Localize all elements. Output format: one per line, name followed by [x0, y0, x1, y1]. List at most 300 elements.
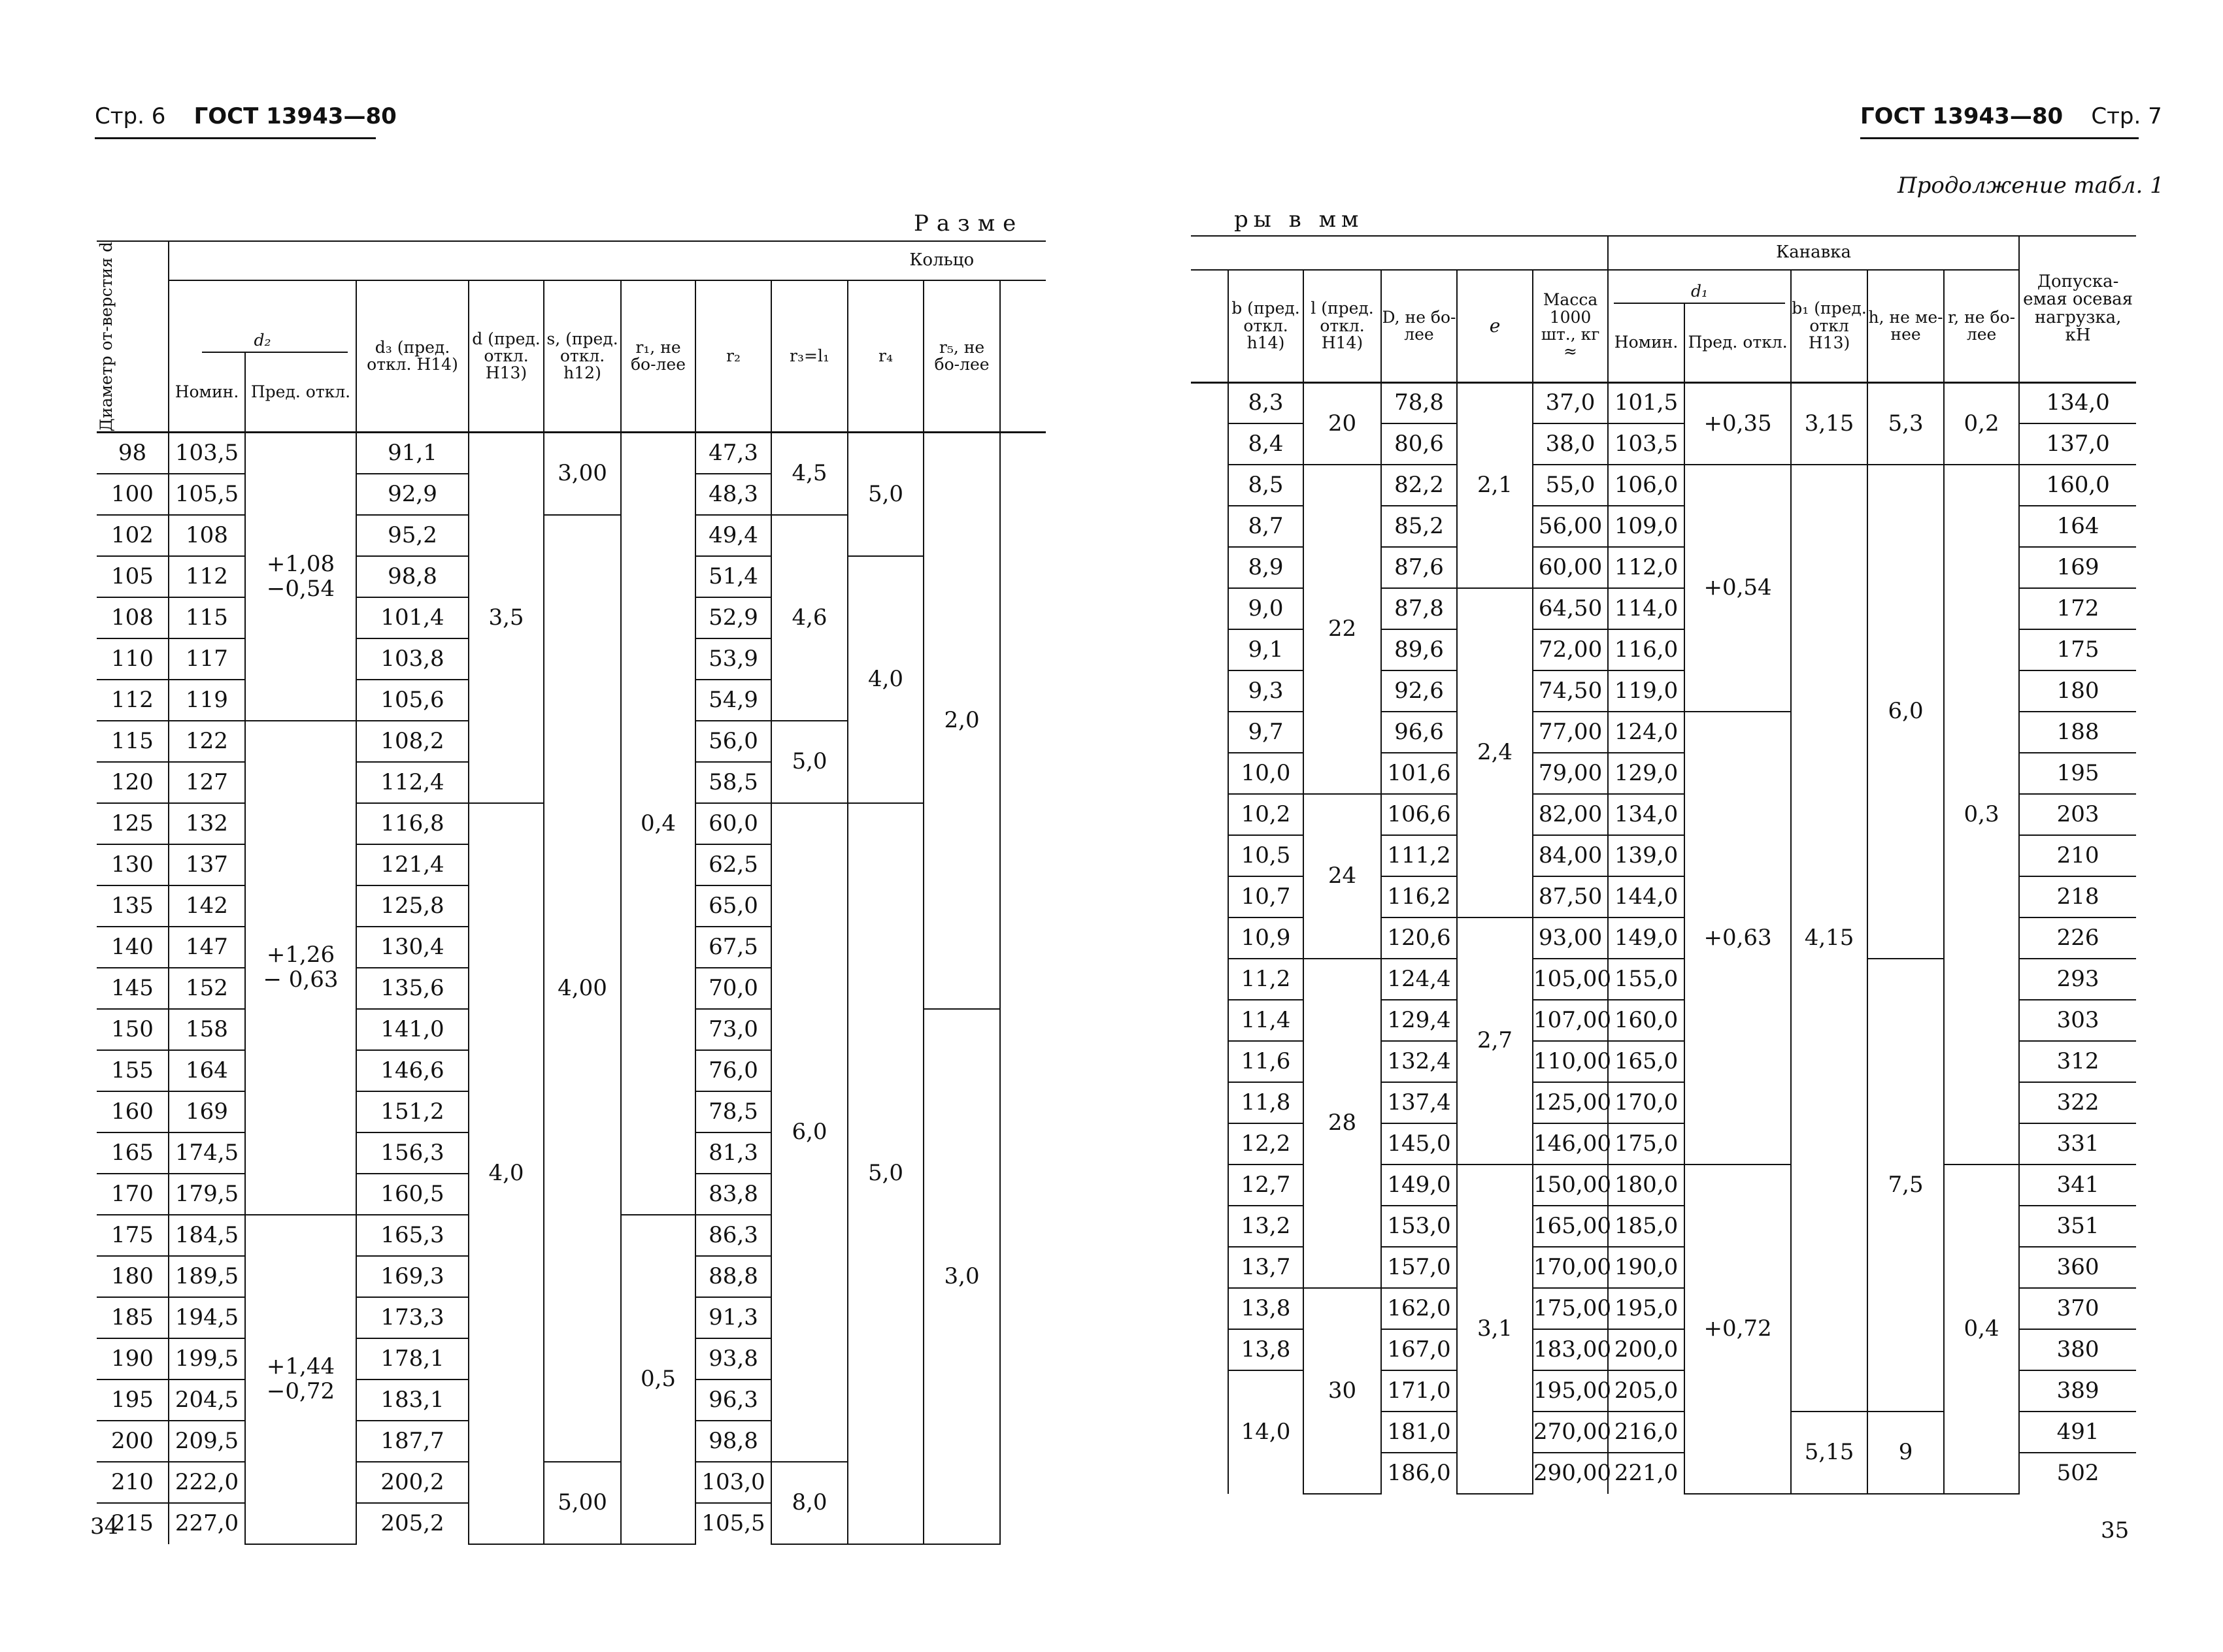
cell-r2: 73,0: [695, 1009, 771, 1050]
cell-l: 24: [1303, 794, 1381, 959]
right-title-fragment: ры в мм: [1234, 206, 1364, 233]
col-d-header: d (пред. откл. H13): [469, 280, 544, 433]
cell-load: 188: [2019, 712, 2136, 753]
cell-d2-nom: 209,5: [169, 1421, 245, 1462]
cell-d3: 205,2: [356, 1503, 469, 1544]
cell-d: 3,5: [469, 433, 544, 803]
cell-d3: 105,6: [356, 680, 469, 721]
right-header-rule: [1860, 137, 2139, 139]
cell-r2: 70,0: [695, 968, 771, 1009]
cell-D: 132,4: [1381, 1041, 1457, 1082]
cell-D: 101,6: [1381, 753, 1457, 794]
cell-l: 20: [1303, 382, 1381, 465]
cell-b: 11,6: [1228, 1041, 1303, 1082]
cell-diameter: 115: [97, 721, 169, 762]
cell-mass: 270,00: [1533, 1412, 1608, 1453]
cell-b: 9,0: [1228, 588, 1303, 629]
cell-d2-nom: 108: [169, 515, 245, 556]
cell-d1-nom: 221,0: [1608, 1453, 1684, 1494]
cell-s: 5,00: [544, 1462, 621, 1544]
cell-d2-nom: 227,0: [169, 1503, 245, 1544]
cell-d1-nom: 165,0: [1608, 1041, 1684, 1082]
cell-load: 303: [2019, 1000, 2136, 1041]
cell-b1: 5,15: [1791, 1412, 1867, 1494]
cell-load: 175: [2019, 629, 2136, 670]
cell-r2: 51,4: [695, 556, 771, 597]
cell-load: 331: [2019, 1123, 2136, 1165]
table-row: [1191, 465, 2136, 506]
cell-load: 180: [2019, 670, 2136, 712]
cell-d2-nom: 204,5: [169, 1379, 245, 1421]
cell-load: 380: [2019, 1329, 2136, 1370]
cell-mass: 165,00: [1533, 1206, 1608, 1247]
cell-d3: 95,2: [356, 515, 469, 556]
cell-diameter: 185: [97, 1297, 169, 1338]
cell-d3: 103,8: [356, 638, 469, 680]
cell-D: 145,0: [1381, 1123, 1457, 1165]
cell-b: 13,8: [1228, 1288, 1303, 1329]
cell-d3: 125,8: [356, 885, 469, 927]
col-s-header: s, (пред. откл. h12): [544, 280, 621, 433]
cell-pad: [1000, 433, 1046, 1544]
cell-r2: 53,9: [695, 638, 771, 680]
cell-load: 502: [2019, 1453, 2136, 1494]
cell-b: 10,7: [1228, 876, 1303, 917]
cell-load: 293: [2019, 959, 2136, 1000]
cell-D: 129,4: [1381, 1000, 1457, 1041]
cell-r5: 2,0: [924, 433, 1000, 1009]
cell-b: 9,3: [1228, 670, 1303, 712]
cell-D: 111,2: [1381, 835, 1457, 876]
cell-load: 164: [2019, 506, 2136, 547]
cell-r2: 58,5: [695, 762, 771, 803]
cell-d2-nom: 174,5: [169, 1132, 245, 1174]
cell-b: 9,1: [1228, 629, 1303, 670]
cell-D: 157,0: [1381, 1247, 1457, 1288]
cell-b: 8,5: [1228, 465, 1303, 506]
cell-d1-nom: 109,0: [1608, 506, 1684, 547]
cell-D: 137,4: [1381, 1082, 1457, 1123]
cell-r3: 6,0: [771, 803, 848, 1462]
cell-d2-nom: 184,5: [169, 1215, 245, 1256]
cell-r2: 81,3: [695, 1132, 771, 1174]
cell-diameter: 160: [97, 1091, 169, 1132]
cell-d3: 121,4: [356, 844, 469, 885]
cell-b1: 4,15: [1791, 465, 1867, 1412]
table-row: [1191, 382, 2136, 423]
cell-diameter: 125: [97, 803, 169, 844]
cell-mass: 55,0: [1533, 465, 1608, 506]
cell-r2: 105,5: [695, 1503, 771, 1544]
cell-d2-nom: 117: [169, 638, 245, 680]
cell-b: 8,4: [1228, 423, 1303, 465]
cell-d3: 173,3: [356, 1297, 469, 1338]
cell-d1-nom: 119,0: [1608, 670, 1684, 712]
cell-b: 10,9: [1228, 917, 1303, 959]
cell-diameter: 155: [97, 1050, 169, 1091]
cell-b: 11,2: [1228, 959, 1303, 1000]
cell-load: 172: [2019, 588, 2136, 629]
cell-r1: 0,5: [621, 1215, 695, 1544]
table-row: [97, 433, 1046, 474]
col-mass-header: Масса 1000 шт., кг ≈: [1533, 270, 1608, 382]
col-ring-header: Кольцо: [169, 241, 1000, 280]
cell-r4: 5,0: [848, 433, 924, 556]
cell-r: 0,4: [1944, 1165, 2019, 1494]
cell-d3: 183,1: [356, 1379, 469, 1421]
cell-d1-nom: 112,0: [1608, 547, 1684, 588]
cell-d1-nom: 134,0: [1608, 794, 1684, 835]
col-d1-header: d₁: [1608, 270, 1791, 304]
cell-diameter: 170: [97, 1174, 169, 1215]
cell-diameter: 195: [97, 1379, 169, 1421]
cell-l: 22: [1303, 465, 1381, 794]
right-page-number: 35: [2101, 1517, 2130, 1544]
cell-diameter: 102: [97, 515, 169, 556]
cell-d2-nom: 127: [169, 762, 245, 803]
cell-d2-tol: +1,44 −0,72: [245, 1215, 356, 1544]
cell-load: 160,0: [2019, 465, 2136, 506]
cell-mass: 87,50: [1533, 876, 1608, 917]
cell-mass: 74,50: [1533, 670, 1608, 712]
cell-load: 137,0: [2019, 423, 2136, 465]
cell-b: 8,7: [1228, 506, 1303, 547]
cell-diameter: 175: [97, 1215, 169, 1256]
cell-d3: 92,9: [356, 474, 469, 515]
cell-d1-nom: 216,0: [1608, 1412, 1684, 1453]
cell-d: 4,0: [469, 803, 544, 1544]
cell-pad: [1191, 382, 1228, 1494]
cell-D: 153,0: [1381, 1206, 1457, 1247]
cell-d1-tol: +0,72: [1684, 1165, 1791, 1494]
cell-b: 11,4: [1228, 1000, 1303, 1041]
cell-b: 10,5: [1228, 835, 1303, 876]
cell-mass: 38,0: [1533, 423, 1608, 465]
cell-e: 2,7: [1457, 917, 1533, 1165]
cell-d2-nom: 152: [169, 968, 245, 1009]
cell-d1-nom: 139,0: [1608, 835, 1684, 876]
cell-D: 162,0: [1381, 1288, 1457, 1329]
cell-d3: 156,3: [356, 1132, 469, 1174]
cell-mass: 64,50: [1533, 588, 1608, 629]
cell-r4: 4,0: [848, 556, 924, 803]
cell-diameter: 150: [97, 1009, 169, 1050]
cell-d2-nom: 112: [169, 556, 245, 597]
cell-load: 389: [2019, 1370, 2136, 1412]
right-page-header: [1860, 103, 2162, 129]
cell-r2: 62,5: [695, 844, 771, 885]
cell-d1-nom: 185,0: [1608, 1206, 1684, 1247]
cell-d2-nom: 115: [169, 597, 245, 638]
cell-mass: 93,00: [1533, 917, 1608, 959]
cell-d1-nom: 103,5: [1608, 423, 1684, 465]
cell-d1-tol: +0,63: [1684, 712, 1791, 1165]
col-d1-tol-header: Пред. откл.: [1684, 304, 1791, 382]
cell-mass: 183,00: [1533, 1329, 1608, 1370]
cell-D: 181,0: [1381, 1412, 1457, 1453]
cell-d1-tol: +0,35: [1684, 382, 1791, 465]
cell-mass: 290,00: [1533, 1453, 1608, 1494]
cell-d3: 141,0: [356, 1009, 469, 1050]
col-r5-header: r₅, не бо-лее: [924, 280, 1000, 433]
cell-mass: 82,00: [1533, 794, 1608, 835]
cell-diameter: 215: [111, 1510, 154, 1537]
cell-load: 210: [2019, 835, 2136, 876]
cell-load: 341: [2019, 1165, 2136, 1206]
cell-D: 120,6: [1381, 917, 1457, 959]
continuation-label: Продолжение табл. 1: [1897, 173, 2164, 199]
cell-r2: 49,4: [695, 515, 771, 556]
cell-r: 0,3: [1944, 465, 2019, 1165]
col-d3-header: d₃ (пред. откл. H14): [356, 280, 469, 433]
cell-D: 89,6: [1381, 629, 1457, 670]
cell-diameter: 110: [97, 638, 169, 680]
col-b-header: b (пред. откл. h14): [1228, 270, 1303, 382]
cell-d3: 178,1: [356, 1338, 469, 1379]
cell-d3: 200,2: [356, 1462, 469, 1503]
cell-d2-nom: 194,5: [169, 1297, 245, 1338]
cell-b: 12,2: [1228, 1123, 1303, 1165]
cell-mass: 170,00: [1533, 1247, 1608, 1288]
cell-r2: 88,8: [695, 1256, 771, 1297]
col-D-header: D, не бо-лее: [1381, 270, 1457, 382]
cell-b: 8,9: [1228, 547, 1303, 588]
cell-load: 226: [2019, 917, 2136, 959]
col-b1-header: b₁ (пред. откл H13): [1791, 270, 1867, 382]
cell-load: 351: [2019, 1206, 2136, 1247]
cell-r3: 4,5: [771, 433, 848, 515]
col-r3-header: r₃=l₁: [771, 280, 848, 433]
cell-d2-nom: 164: [169, 1050, 245, 1091]
cell-D: 167,0: [1381, 1329, 1457, 1370]
cell-h: 5,3: [1867, 382, 1944, 465]
col-load-header: Допуска-емая осевая нагрузка, кН: [2019, 236, 2136, 382]
cell-mass: 175,00: [1533, 1288, 1608, 1329]
cell-h: 7,5: [1867, 959, 1944, 1412]
cell-diameter: 210: [97, 1462, 169, 1503]
cell-r2: 93,8: [695, 1338, 771, 1379]
col-e-header: e: [1457, 270, 1533, 382]
cell-r3: 5,0: [771, 721, 848, 803]
cell-diameter: 135: [97, 885, 169, 927]
left-title-fragment: Разме: [914, 210, 1024, 237]
cell-D: 171,0: [1381, 1370, 1457, 1412]
col-r4-header: r₄: [848, 280, 924, 433]
right-table: [1191, 235, 2136, 1495]
cell-b1: 3,15: [1791, 382, 1867, 465]
cell-r1: 0,4: [621, 433, 695, 1215]
cell-d1-nom: 180,0: [1608, 1165, 1684, 1206]
cell-d2-tol: +1,08 −0,54: [245, 433, 356, 721]
cell-r2: 52,9: [695, 597, 771, 638]
cell-mass: 110,00: [1533, 1041, 1608, 1082]
cell-d1-nom: 124,0: [1608, 712, 1684, 753]
cell-load: 169: [2019, 547, 2136, 588]
cell-load: 370: [2019, 1288, 2136, 1329]
cell-mass: 107,00: [1533, 1000, 1608, 1041]
col-d1-nom-header: Номин.: [1608, 304, 1684, 382]
cell-mass: 37,0: [1533, 382, 1608, 423]
cell-D: 116,2: [1381, 876, 1457, 917]
cell-l: 30: [1303, 1288, 1381, 1494]
cell-d1-nom: 106,0: [1608, 465, 1684, 506]
cell-d2-nom: 199,5: [169, 1338, 245, 1379]
cell-d3: 98,8: [356, 556, 469, 597]
cell-d2-nom: 103,5: [169, 433, 245, 474]
cell-diameter: 190: [97, 1338, 169, 1379]
col-diameter-header: Диаметр от-верстия d: [97, 241, 169, 433]
cell-r2: 83,8: [695, 1174, 771, 1215]
cell-d1-nom: 155,0: [1608, 959, 1684, 1000]
cell-r2: 91,3: [695, 1297, 771, 1338]
cell-d1-nom: 205,0: [1608, 1370, 1684, 1412]
col-d2-nom-header: Номин.: [169, 353, 245, 433]
cell-d2-nom: 122: [169, 721, 245, 762]
left-page-number: 34: [90, 1513, 119, 1540]
cell-D: 80,6: [1381, 423, 1457, 465]
cell-r2: 86,3: [695, 1215, 771, 1256]
cell-r3: 4,6: [771, 515, 848, 721]
cell-diameter: 108: [97, 597, 169, 638]
col-r2-header: r₂: [695, 280, 771, 433]
cell-b: 10,0: [1228, 753, 1303, 794]
cell-e: 3,1: [1457, 1165, 1533, 1494]
cell-load: 491: [2019, 1412, 2136, 1453]
cell-r5: 3,0: [924, 1009, 1000, 1544]
cell-diameter: 112: [97, 680, 169, 721]
cell-d3: 169,3: [356, 1256, 469, 1297]
cell-e: 2,1: [1457, 382, 1533, 588]
cell-r: 0,2: [1944, 382, 2019, 465]
cell-d3: 146,6: [356, 1050, 469, 1091]
cell-D: 149,0: [1381, 1165, 1457, 1206]
cell-mass: 79,00: [1533, 753, 1608, 794]
cell-r2: 76,0: [695, 1050, 771, 1091]
cell-d1-nom: 149,0: [1608, 917, 1684, 959]
cell-diameter: 180: [97, 1256, 169, 1297]
cell-d3: 135,6: [356, 968, 469, 1009]
cell-d3: 112,4: [356, 762, 469, 803]
cell-d3: 130,4: [356, 927, 469, 968]
cell-b: 13,2: [1228, 1206, 1303, 1247]
col-r-header: r, не бо-лее: [1944, 270, 2019, 382]
left-table: [97, 240, 1046, 1545]
cell-s: 4,00: [544, 515, 621, 1462]
cell-b: 13,7: [1228, 1247, 1303, 1288]
cell-r2: 98,8: [695, 1421, 771, 1462]
cell-mass: 125,00: [1533, 1082, 1608, 1123]
cell-d1-nom: 170,0: [1608, 1082, 1684, 1123]
cell-d2-nom: 105,5: [169, 474, 245, 515]
cell-d1-nom: 175,0: [1608, 1123, 1684, 1165]
cell-r2: 65,0: [695, 885, 771, 927]
cell-d1-nom: 195,0: [1608, 1288, 1684, 1329]
right-page-standard: ГОСТ 13943—80: [1860, 103, 2064, 129]
cell-D: 92,6: [1381, 670, 1457, 712]
col-d2-tol-header: Пред. откл.: [245, 353, 356, 433]
cell-b: 11,8: [1228, 1082, 1303, 1123]
cell-r2: 96,3: [695, 1379, 771, 1421]
cell-d2-nom: 158: [169, 1009, 245, 1050]
cell-D: 186,0: [1381, 1453, 1457, 1494]
cell-diameter: 120: [97, 762, 169, 803]
left-header-rule: [95, 137, 376, 139]
cell-b: 14,0: [1228, 1370, 1303, 1494]
cell-r2: 67,5: [695, 927, 771, 968]
cell-d2-nom: 132: [169, 803, 245, 844]
cell-D: 106,6: [1381, 794, 1457, 835]
cell-mass: 150,00: [1533, 1165, 1608, 1206]
cell-load: 218: [2019, 876, 2136, 917]
cell-d1-nom: 160,0: [1608, 1000, 1684, 1041]
cell-mass: 84,00: [1533, 835, 1608, 876]
cell-s: 3,00: [544, 433, 621, 515]
cell-mass: 195,00: [1533, 1370, 1608, 1412]
cell-d1-nom: 101,5: [1608, 382, 1684, 423]
cell-mass: 105,00: [1533, 959, 1608, 1000]
cell-d1-nom: 114,0: [1608, 588, 1684, 629]
cell-d2-nom: 189,5: [169, 1256, 245, 1297]
cell-load: 312: [2019, 1041, 2136, 1082]
cell-r2: 54,9: [695, 680, 771, 721]
cell-d2-nom: 179,5: [169, 1174, 245, 1215]
cell-diameter: 145: [97, 968, 169, 1009]
cell-mass: 146,00: [1533, 1123, 1608, 1165]
col-l-header: l (пред. откл. H14): [1303, 270, 1381, 382]
cell-mass: 60,00: [1533, 547, 1608, 588]
cell-r2: 60,0: [695, 803, 771, 844]
cell-e: 2,4: [1457, 588, 1533, 917]
cell-mass: 72,00: [1533, 629, 1608, 670]
col-r1-header: r₁, не бо-лее: [621, 280, 695, 433]
cell-D: 78,8: [1381, 382, 1457, 423]
col-h-header: h, не ме-нее: [1867, 270, 1944, 382]
cell-d3: 165,3: [356, 1215, 469, 1256]
cell-d2-nom: 119: [169, 680, 245, 721]
left-page-header: [95, 103, 397, 129]
cell-d3: 101,4: [356, 597, 469, 638]
cell-D: 82,2: [1381, 465, 1457, 506]
cell-d1-tol: +0,54: [1684, 465, 1791, 712]
cell-d2-tol: +1,26 − 0,63: [245, 721, 356, 1215]
cell-r2: 48,3: [695, 474, 771, 515]
cell-load: 195: [2019, 753, 2136, 794]
cell-D: 96,6: [1381, 712, 1457, 753]
cell-r2: 56,0: [695, 721, 771, 762]
cell-d3: 160,5: [356, 1174, 469, 1215]
cell-b: 9,7: [1228, 712, 1303, 753]
cell-diameter: 165: [97, 1132, 169, 1174]
left-page-standard: ГОСТ 13943—80: [193, 103, 397, 129]
cell-b: 13,8: [1228, 1329, 1303, 1370]
col-d2-header: d₂: [169, 280, 356, 353]
cell-l: 28: [1303, 959, 1381, 1288]
cell-b: 12,7: [1228, 1165, 1303, 1206]
cell-d1-nom: 200,0: [1608, 1329, 1684, 1370]
cell-D: 124,4: [1381, 959, 1457, 1000]
cell-d1-nom: 190,0: [1608, 1247, 1684, 1288]
cell-r2: 103,0: [695, 1462, 771, 1503]
cell-d3: 108,2: [356, 721, 469, 762]
cell-r3: 8,0: [771, 1462, 848, 1544]
cell-load: 203: [2019, 794, 2136, 835]
cell-mass: 56,00: [1533, 506, 1608, 547]
cell-d2-nom: 142: [169, 885, 245, 927]
cell-h: 6,0: [1867, 465, 1944, 959]
cell-d1-nom: 144,0: [1608, 876, 1684, 917]
cell-load: 134,0: [2019, 382, 2136, 423]
cell-mass: 77,00: [1533, 712, 1608, 753]
